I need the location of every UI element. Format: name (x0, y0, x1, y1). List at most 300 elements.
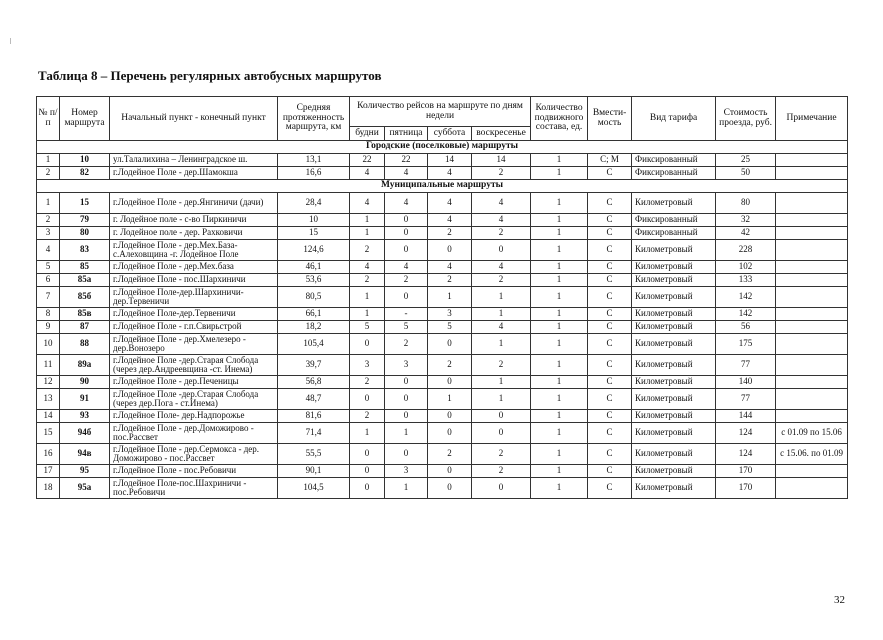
note-cell: с 15.06. по 01.09 (776, 444, 848, 465)
trips-friday-cell: 5 (385, 321, 428, 334)
route-number-cell: 80 (60, 227, 110, 240)
trips-sunday-cell: 1 (472, 308, 531, 321)
cost-cell: 124 (716, 444, 776, 465)
route-endpoints-cell: г.Лодейное Поле - пос.Ребовичи (110, 465, 278, 478)
section-title: Муниципальные маршруты (37, 180, 848, 193)
trips-weekdays-cell: 2 (350, 274, 385, 287)
trips-weekdays-cell: 2 (350, 410, 385, 423)
note-cell (776, 214, 848, 227)
header-capacity: Вмести-мость (588, 97, 632, 141)
table-row (37, 261, 848, 274)
rolling-stock-cell: 1 (531, 410, 588, 423)
capacity-cell: С (588, 376, 632, 389)
trips-weekdays-cell: 1 (350, 214, 385, 227)
route-number-cell: 91 (60, 389, 110, 410)
rolling-stock-cell: 1 (531, 389, 588, 410)
table-row (37, 274, 848, 287)
row-number-cell: 11 (37, 355, 60, 376)
trips-weekdays-cell: 0 (350, 334, 385, 355)
capacity-cell: С (588, 227, 632, 240)
route-number-cell: 88 (60, 334, 110, 355)
trips-friday-cell: 0 (385, 410, 428, 423)
header-saturday: суббота (428, 127, 472, 141)
cost-cell: 140 (716, 376, 776, 389)
trips-saturday-cell: 0 (428, 334, 472, 355)
trips-sunday-cell: 4 (472, 214, 531, 227)
route-length-cell: 28,4 (278, 193, 350, 214)
route-length-cell: 39,7 (278, 355, 350, 376)
table-row (37, 334, 848, 355)
table-row (37, 355, 848, 376)
table-row (37, 465, 848, 478)
page-number: 32 (834, 594, 845, 606)
route-length-cell: 48,7 (278, 389, 350, 410)
capacity-cell: С (588, 321, 632, 334)
row-number-cell: 10 (37, 334, 60, 355)
cost-cell: 175 (716, 334, 776, 355)
trips-weekdays-cell: 2 (350, 376, 385, 389)
trips-saturday-cell: 4 (428, 167, 472, 180)
route-length-cell: 15 (278, 227, 350, 240)
capacity-cell: С (588, 261, 632, 274)
route-number-cell: 94в (60, 444, 110, 465)
rolling-stock-cell: 1 (531, 321, 588, 334)
trips-saturday-cell: 0 (428, 410, 472, 423)
header-weekdays: будни (350, 127, 385, 141)
tariff-cell: Километровый (632, 355, 716, 376)
note-cell (776, 355, 848, 376)
trips-sunday-cell: 0 (472, 410, 531, 423)
trips-sunday-cell: 1 (472, 287, 531, 308)
header-length: Средняя протяженность маршрута, км (278, 97, 350, 141)
route-length-cell: 80,5 (278, 287, 350, 308)
trips-saturday-cell: 1 (428, 287, 472, 308)
trips-sunday-cell: 2 (472, 465, 531, 478)
row-number-cell: 14 (37, 410, 60, 423)
cost-cell: 77 (716, 389, 776, 410)
trips-sunday-cell: 1 (472, 389, 531, 410)
trips-friday-cell: 4 (385, 167, 428, 180)
table-row (37, 410, 848, 423)
trips-friday-cell: 2 (385, 334, 428, 355)
route-number-cell: 15 (60, 193, 110, 214)
trips-saturday-cell: 4 (428, 193, 472, 214)
capacity-cell: С; М (588, 154, 632, 167)
trips-friday-cell: 0 (385, 214, 428, 227)
table-row (37, 214, 848, 227)
trips-saturday-cell: 2 (428, 355, 472, 376)
trips-sunday-cell: 2 (472, 227, 531, 240)
route-endpoints-cell: г.Лодейное Поле -дер.Старая Слобода (через дер.Пога - ст.Инема) (110, 389, 278, 410)
rolling-stock-cell: 1 (531, 167, 588, 180)
route-length-cell: 55,5 (278, 444, 350, 465)
trips-sunday-cell: 0 (472, 478, 531, 499)
row-number-cell: 8 (37, 308, 60, 321)
tariff-cell: Километровый (632, 274, 716, 287)
trips-friday-cell: 2 (385, 274, 428, 287)
route-endpoints-cell: г.Лодейное Поле - дер.Шамокша (110, 167, 278, 180)
trips-friday-cell: 0 (385, 227, 428, 240)
row-number-cell: 13 (37, 389, 60, 410)
header-endpoints: Начальный пункт - конечный пункт (110, 97, 278, 141)
capacity-cell: С (588, 308, 632, 321)
cost-cell: 142 (716, 308, 776, 321)
trips-sunday-cell: 2 (472, 355, 531, 376)
trips-sunday-cell: 1 (472, 334, 531, 355)
route-length-cell: 18,2 (278, 321, 350, 334)
trips-weekdays-cell: 4 (350, 261, 385, 274)
note-cell (776, 261, 848, 274)
header-num: № п/п (37, 97, 60, 141)
row-number-cell: 3 (37, 227, 60, 240)
trips-sunday-cell: 2 (472, 444, 531, 465)
route-endpoints-cell: г.Лодейное Поле - дер.Янгиничи (дачи) (110, 193, 278, 214)
trips-sunday-cell: 4 (472, 193, 531, 214)
header-note: Примечание (776, 97, 848, 141)
tariff-cell: Километровый (632, 240, 716, 261)
tariff-cell: Километровый (632, 444, 716, 465)
tariff-cell: Километровый (632, 308, 716, 321)
trips-saturday-cell: 0 (428, 478, 472, 499)
route-length-cell: 90,1 (278, 465, 350, 478)
capacity-cell: С (588, 287, 632, 308)
capacity-cell: С (588, 423, 632, 444)
route-endpoints-cell: г.Лодейное Поле - дер.Хмелезеро - дер.Вонозеро (110, 334, 278, 355)
trips-saturday-cell: 0 (428, 465, 472, 478)
route-length-cell: 124,6 (278, 240, 350, 261)
section-header-row (37, 180, 848, 193)
cost-cell: 80 (716, 193, 776, 214)
row-number-cell: 2 (37, 167, 60, 180)
trips-weekdays-cell: 22 (350, 154, 385, 167)
trips-friday-cell: 1 (385, 478, 428, 499)
route-length-cell: 105,4 (278, 334, 350, 355)
capacity-cell: С (588, 334, 632, 355)
route-endpoints-cell: ул.Талалихина – Ленинградское ш. (110, 154, 278, 167)
header-route: Номер маршрута (60, 97, 110, 141)
rolling-stock-cell: 1 (531, 261, 588, 274)
route-endpoints-cell: г.Лодейное Поле - дер.Печеницы (110, 376, 278, 389)
route-number-cell: 93 (60, 410, 110, 423)
rolling-stock-cell: 1 (531, 214, 588, 227)
capacity-cell: С (588, 410, 632, 423)
route-length-cell: 16,6 (278, 167, 350, 180)
table-row (37, 308, 848, 321)
route-length-cell: 56,8 (278, 376, 350, 389)
table-row (37, 478, 848, 499)
tariff-cell: Километровый (632, 478, 716, 499)
capacity-cell: С (588, 478, 632, 499)
section-title: Городские (поселковые) маршруты (37, 141, 848, 154)
note-cell (776, 478, 848, 499)
header-friday: пятница (385, 127, 428, 141)
note-cell (776, 376, 848, 389)
trips-friday-cell: 0 (385, 240, 428, 261)
tariff-cell: Фиксированный (632, 154, 716, 167)
trips-saturday-cell: 2 (428, 227, 472, 240)
tariff-cell: Фиксированный (632, 227, 716, 240)
rolling-stock-cell: 1 (531, 355, 588, 376)
route-length-cell: 53,6 (278, 274, 350, 287)
trips-sunday-cell: 0 (472, 423, 531, 444)
route-endpoints-cell: г.Лодейное Поле - дер.Мех.База-с.Алеховщина -г. Лодейное Поле (110, 240, 278, 261)
trips-sunday-cell: 4 (472, 321, 531, 334)
trips-weekdays-cell: 3 (350, 355, 385, 376)
rolling-stock-cell: 1 (531, 274, 588, 287)
tariff-cell: Километровый (632, 193, 716, 214)
route-number-cell: 85 (60, 261, 110, 274)
trips-weekdays-cell: 0 (350, 465, 385, 478)
route-length-cell: 81,6 (278, 410, 350, 423)
note-cell (776, 334, 848, 355)
trips-saturday-cell: 0 (428, 376, 472, 389)
cost-cell: 32 (716, 214, 776, 227)
row-number-cell: 17 (37, 465, 60, 478)
trips-friday-cell: - (385, 308, 428, 321)
route-endpoints-cell: г. Лодейное поле - дер. Рахковичи (110, 227, 278, 240)
trips-friday-cell: 1 (385, 423, 428, 444)
header-rolling-stock: Количество подвижного состава, ед. (531, 97, 588, 141)
trips-friday-cell: 3 (385, 355, 428, 376)
capacity-cell: С (588, 355, 632, 376)
route-number-cell: 95а (60, 478, 110, 499)
scan-mark (10, 38, 11, 44)
note-cell (776, 410, 848, 423)
trips-friday-cell: 0 (385, 444, 428, 465)
route-number-cell: 83 (60, 240, 110, 261)
row-number-cell: 4 (37, 240, 60, 261)
note-cell (776, 308, 848, 321)
rolling-stock-cell: 1 (531, 193, 588, 214)
row-number-cell: 9 (37, 321, 60, 334)
trips-weekdays-cell: 1 (350, 287, 385, 308)
cost-cell: 102 (716, 261, 776, 274)
note-cell (776, 389, 848, 410)
route-number-cell: 85в (60, 308, 110, 321)
capacity-cell: С (588, 465, 632, 478)
tariff-cell: Километровый (632, 261, 716, 274)
table-row (37, 423, 848, 444)
tariff-cell: Километровый (632, 423, 716, 444)
capacity-cell: С (588, 389, 632, 410)
note-cell (776, 274, 848, 287)
table-row (37, 167, 848, 180)
row-number-cell: 18 (37, 478, 60, 499)
trips-sunday-cell: 2 (472, 274, 531, 287)
trips-saturday-cell: 2 (428, 444, 472, 465)
trips-saturday-cell: 14 (428, 154, 472, 167)
cost-cell: 25 (716, 154, 776, 167)
row-number-cell: 16 (37, 444, 60, 465)
row-number-cell: 5 (37, 261, 60, 274)
trips-weekdays-cell: 0 (350, 478, 385, 499)
rolling-stock-cell: 1 (531, 465, 588, 478)
trips-saturday-cell: 0 (428, 240, 472, 261)
table-caption: Таблица 8 – Перечень регулярных автобусных маршрутов (38, 68, 382, 83)
row-number-cell: 12 (37, 376, 60, 389)
header-trips: Количество рейсов на маршруте по дням недели (350, 97, 531, 127)
route-length-cell: 10 (278, 214, 350, 227)
note-cell (776, 321, 848, 334)
tariff-cell: Километровый (632, 389, 716, 410)
route-number-cell: 10 (60, 154, 110, 167)
rolling-stock-cell: 1 (531, 478, 588, 499)
trips-friday-cell: 3 (385, 465, 428, 478)
route-length-cell: 46,1 (278, 261, 350, 274)
note-cell (776, 240, 848, 261)
routes-table (36, 96, 848, 499)
tariff-cell: Фиксированный (632, 214, 716, 227)
capacity-cell: С (588, 193, 632, 214)
trips-weekdays-cell: 2 (350, 240, 385, 261)
table-row (37, 287, 848, 308)
row-number-cell: 1 (37, 154, 60, 167)
row-number-cell: 2 (37, 214, 60, 227)
table-row (37, 389, 848, 410)
trips-friday-cell: 22 (385, 154, 428, 167)
trips-weekdays-cell: 5 (350, 321, 385, 334)
trips-weekdays-cell: 4 (350, 193, 385, 214)
rolling-stock-cell: 1 (531, 376, 588, 389)
route-endpoints-cell: г.Лодейное Поле- дер.Надпорожье (110, 410, 278, 423)
table-row (37, 376, 848, 389)
cost-cell: 144 (716, 410, 776, 423)
route-endpoints-cell: г.Лодейное Поле - г.п.Свирьстрой (110, 321, 278, 334)
note-cell (776, 465, 848, 478)
trips-friday-cell: 0 (385, 389, 428, 410)
trips-saturday-cell: 5 (428, 321, 472, 334)
cost-cell: 170 (716, 465, 776, 478)
trips-friday-cell: 4 (385, 193, 428, 214)
trips-weekdays-cell: 0 (350, 389, 385, 410)
trips-weekdays-cell: 0 (350, 444, 385, 465)
tariff-cell: Километровый (632, 334, 716, 355)
rolling-stock-cell: 1 (531, 334, 588, 355)
tariff-cell: Фиксированный (632, 167, 716, 180)
tariff-cell: Километровый (632, 465, 716, 478)
route-number-cell: 89а (60, 355, 110, 376)
table-row (37, 154, 848, 167)
trips-weekdays-cell: 1 (350, 423, 385, 444)
header-cost: Стоимость проезда, руб. (716, 97, 776, 141)
tariff-cell: Километровый (632, 376, 716, 389)
route-endpoints-cell: г.Лодейное Поле - дер.Доможирово - пос.Рассвет (110, 423, 278, 444)
tariff-cell: Километровый (632, 410, 716, 423)
route-length-cell: 66,1 (278, 308, 350, 321)
capacity-cell: С (588, 167, 632, 180)
route-number-cell: 85а (60, 274, 110, 287)
route-length-cell: 71,4 (278, 423, 350, 444)
rolling-stock-cell: 1 (531, 227, 588, 240)
route-length-cell: 13,1 (278, 154, 350, 167)
route-endpoints-cell: г.Лодейное Поле-пос.Шахриничи - пос.Ребовичи (110, 478, 278, 499)
rolling-stock-cell: 1 (531, 240, 588, 261)
header-sunday: воскресенье (472, 127, 531, 141)
cost-cell: 133 (716, 274, 776, 287)
cost-cell: 42 (716, 227, 776, 240)
cost-cell: 50 (716, 167, 776, 180)
capacity-cell: С (588, 444, 632, 465)
route-number-cell: 82 (60, 167, 110, 180)
rolling-stock-cell: 1 (531, 423, 588, 444)
route-endpoints-cell: г.Лодейное Поле - пос.Шархиничи (110, 274, 278, 287)
table-row (37, 193, 848, 214)
trips-friday-cell: 0 (385, 287, 428, 308)
note-cell: с 01.09 по 15.06 (776, 423, 848, 444)
row-number-cell: 15 (37, 423, 60, 444)
table-row (37, 227, 848, 240)
route-number-cell: 85б (60, 287, 110, 308)
capacity-cell: С (588, 274, 632, 287)
trips-sunday-cell: 0 (472, 240, 531, 261)
route-endpoints-cell: г.Лодейное Поле - дер.Сермокса - дер. Доможирово - пос.Рассвет (110, 444, 278, 465)
cost-cell: 56 (716, 321, 776, 334)
route-number-cell: 95 (60, 465, 110, 478)
trips-saturday-cell: 2 (428, 274, 472, 287)
cost-cell: 77 (716, 355, 776, 376)
route-endpoints-cell: г.Лодейное Поле-дер.Шархиничи-дер.Тервеничи (110, 287, 278, 308)
table-row (37, 240, 848, 261)
section-header-row (37, 141, 848, 154)
note-cell (776, 154, 848, 167)
table-row (37, 444, 848, 465)
capacity-cell: С (588, 240, 632, 261)
note-cell (776, 227, 848, 240)
route-number-cell: 94б (60, 423, 110, 444)
trips-saturday-cell: 4 (428, 261, 472, 274)
header-tariff: Вид тарифа (632, 97, 716, 141)
cost-cell: 170 (716, 478, 776, 499)
route-endpoints-cell: г.Лодейное Поле-дер.Тервеничи (110, 308, 278, 321)
trips-friday-cell: 4 (385, 261, 428, 274)
note-cell (776, 287, 848, 308)
trips-saturday-cell: 0 (428, 423, 472, 444)
trips-sunday-cell: 4 (472, 261, 531, 274)
tariff-cell: Километровый (632, 321, 716, 334)
trips-sunday-cell: 14 (472, 154, 531, 167)
trips-weekdays-cell: 4 (350, 167, 385, 180)
rolling-stock-cell: 1 (531, 444, 588, 465)
row-number-cell: 6 (37, 274, 60, 287)
trips-sunday-cell: 2 (472, 167, 531, 180)
note-cell (776, 193, 848, 214)
route-endpoints-cell: г.Лодейное Поле -дер.Старая Слобода (через дер.Андреевщина -ст. Инема) (110, 355, 278, 376)
trips-saturday-cell: 4 (428, 214, 472, 227)
table-row (37, 321, 848, 334)
note-cell (776, 167, 848, 180)
trips-friday-cell: 0 (385, 376, 428, 389)
trips-sunday-cell: 1 (472, 376, 531, 389)
table-body (37, 141, 848, 499)
route-length-cell: 104,5 (278, 478, 350, 499)
row-number-cell: 1 (37, 193, 60, 214)
rolling-stock-cell: 1 (531, 154, 588, 167)
capacity-cell: С (588, 214, 632, 227)
rolling-stock-cell: 1 (531, 308, 588, 321)
route-number-cell: 90 (60, 376, 110, 389)
route-number-cell: 87 (60, 321, 110, 334)
cost-cell: 124 (716, 423, 776, 444)
trips-weekdays-cell: 1 (350, 308, 385, 321)
trips-saturday-cell: 1 (428, 389, 472, 410)
row-number-cell: 7 (37, 287, 60, 308)
route-endpoints-cell: г.Лодейное Поле - дер.Мех.база (110, 261, 278, 274)
route-endpoints-cell: г. Лодейное поле - с-во Пиркиничи (110, 214, 278, 227)
trips-saturday-cell: 3 (428, 308, 472, 321)
trips-weekdays-cell: 1 (350, 227, 385, 240)
rolling-stock-cell: 1 (531, 287, 588, 308)
cost-cell: 228 (716, 240, 776, 261)
